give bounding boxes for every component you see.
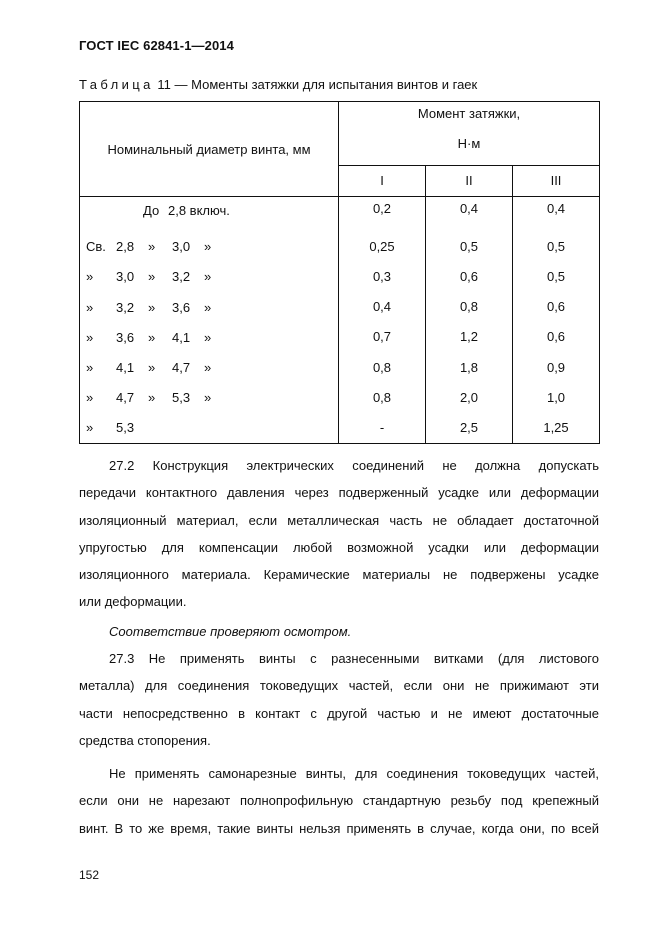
table-caption-label: Таблица: [79, 77, 154, 92]
torque-value-class-iii: 0,5: [513, 261, 600, 291]
diameter-part: До: [143, 203, 160, 219]
torque-value-class-i: 0,3: [339, 261, 426, 291]
diameter-part: »: [86, 269, 94, 285]
diameter-part: »: [148, 360, 156, 376]
diameter-part: 5,3: [116, 420, 135, 436]
table-row: [80, 292, 600, 322]
torque-value-class-ii: 0,5: [426, 231, 513, 261]
table-caption: [79, 77, 477, 92]
diameter-part: »: [204, 299, 212, 315]
diameter-part: 4,7: [116, 390, 135, 406]
document-header: ГОСТ IEC 62841-1—2014: [79, 38, 234, 53]
table-caption-text: 11 — Моменты затяжки для испытания винтов и гаек: [157, 77, 478, 92]
paragraph-27-2: [79, 452, 599, 616]
diameter-part: »: [148, 269, 156, 285]
torque-value-class-ii: 0,6: [426, 261, 513, 291]
diameter-part: 3,0: [172, 239, 191, 255]
paragraph-self-tapping: [79, 760, 599, 842]
torque-value-class-i: 0,8: [339, 352, 426, 382]
table-row: [80, 322, 600, 352]
paragraph-line: части непосредственно в контакт с другой частью и не имеют достаточные: [79, 705, 599, 721]
diameter-part: 3,6: [172, 299, 191, 315]
torque-value-class-iii: 0,9: [513, 352, 600, 382]
paragraph-line: если они не нарезают полнопрофильную стандартную резьбу под крепежный: [79, 793, 599, 809]
paragraph-line: изоляционный материал, если металлическая часть не обладает достаточной: [79, 512, 599, 528]
diameter-cell: [80, 382, 339, 412]
class-header-ii: II: [426, 165, 513, 196]
diameter-part: 4,7: [172, 360, 191, 376]
paragraph-line: передачи контактного давления через подверженный усадке или деформации: [79, 485, 599, 501]
paragraph-line: 27.3 Не применять винты с разнесенными витками (для листового: [109, 651, 599, 666]
class-header-iii: III: [513, 165, 600, 196]
diameter-cell: [80, 197, 339, 232]
diameter-part: 5,3: [172, 390, 191, 406]
compliance-text: Соответствие проверяют осмотром.: [109, 624, 352, 639]
diameter-cell: [80, 292, 339, 322]
torque-value-class-iii: 0,6: [513, 322, 600, 352]
torque-value-class-i: 0,2: [339, 197, 426, 232]
torque-value-class-iii: 0,5: [513, 231, 600, 261]
diameter-part: »: [148, 329, 156, 345]
torque-value-class-ii: 1,2: [426, 322, 513, 352]
moment-column-header: [339, 102, 600, 166]
diameter-part: 3,2: [172, 269, 191, 285]
diameter-part: »: [86, 420, 94, 436]
torque-value-class-ii: 0,8: [426, 292, 513, 322]
table-row: [80, 412, 600, 443]
torque-value-class-ii: 2,5: [426, 412, 513, 443]
diameter-part: »: [86, 299, 94, 315]
diameter-part: 2,8 включ.: [168, 203, 230, 219]
diameter-part: 4,1: [116, 360, 135, 376]
diameter-part: »: [204, 390, 212, 406]
torque-value-class-ii: 2,0: [426, 382, 513, 412]
diameter-cell: [80, 322, 339, 352]
paragraph-line: или деформации.: [79, 594, 187, 610]
compliance-statement: [79, 618, 599, 645]
torque-value-class-i: 0,8: [339, 382, 426, 412]
table-row: [80, 231, 600, 261]
table-row: [80, 197, 600, 232]
diameter-part: »: [148, 390, 156, 406]
diameter-cell: [80, 261, 339, 291]
moment-header-unit: Н·м: [457, 136, 481, 151]
diameter-part: »: [204, 329, 212, 345]
paragraph-line: 27.2 Конструкция электрических соединений не должна допускать: [109, 458, 599, 473]
diameter-part: »: [148, 299, 156, 315]
torque-value-class-i: 0,7: [339, 322, 426, 352]
torque-value-class-iii: 0,6: [513, 292, 600, 322]
page-number: 152: [79, 868, 100, 882]
diameter-part: »: [148, 239, 156, 255]
torque-value-class-i: 0,25: [339, 231, 426, 261]
diameter-part: »: [204, 269, 212, 285]
diameter-part: »: [86, 329, 94, 345]
diameter-column-header: Номинальный диаметр винта, мм: [80, 102, 339, 197]
diameter-part: 3,2: [116, 299, 135, 315]
torque-value-class-iii: 0,4: [513, 197, 600, 232]
torque-value-class-iii: 1,25: [513, 412, 600, 443]
diameter-part: »: [204, 239, 212, 255]
torque-value-class-ii: 1,8: [426, 352, 513, 382]
diameter-part: 3,0: [116, 269, 135, 285]
paragraph-line: винт. В то же время, такие винты нельзя применять в случае, когда они, по всей: [79, 820, 599, 836]
diameter-part: »: [86, 390, 94, 406]
paragraph-line: изоляционного материала. Керамические материалы не подвержены усадке: [79, 567, 599, 583]
paragraph-line: упругостью для компенсации любой возможной усадки или деформации: [79, 539, 599, 555]
diameter-cell: [80, 352, 339, 382]
torque-value-class-i: 0,4: [339, 292, 426, 322]
diameter-part: »: [204, 360, 212, 376]
torque-value-class-iii: 1,0: [513, 382, 600, 412]
moment-header-line1: Момент затяжки,: [417, 106, 521, 121]
table-row: [80, 382, 600, 412]
diameter-part: »: [86, 360, 94, 376]
class-header-i: I: [339, 165, 426, 196]
paragraph-27-3: [79, 645, 599, 754]
paragraph-line: Не применять самонарезные винты, для соединения токоведущих частей,: [109, 766, 599, 781]
torque-value-class-i: -: [339, 412, 426, 443]
table-body: [80, 197, 600, 444]
diameter-part: Св.: [86, 239, 106, 255]
diameter-cell: [80, 412, 339, 443]
torque-value-class-ii: 0,4: [426, 197, 513, 232]
table-row: [80, 352, 600, 382]
torque-table: [79, 101, 600, 444]
diameter-part: 4,1: [172, 329, 191, 345]
paragraph-line: металла) для соединения токоведущих частей, если они не прижимают эти: [79, 678, 599, 694]
table-row: [80, 261, 600, 291]
diameter-cell: [80, 231, 339, 261]
diameter-part: 3,6: [116, 329, 135, 345]
diameter-part: 2,8: [116, 239, 135, 255]
paragraph-line: средства стопорения.: [79, 732, 211, 748]
